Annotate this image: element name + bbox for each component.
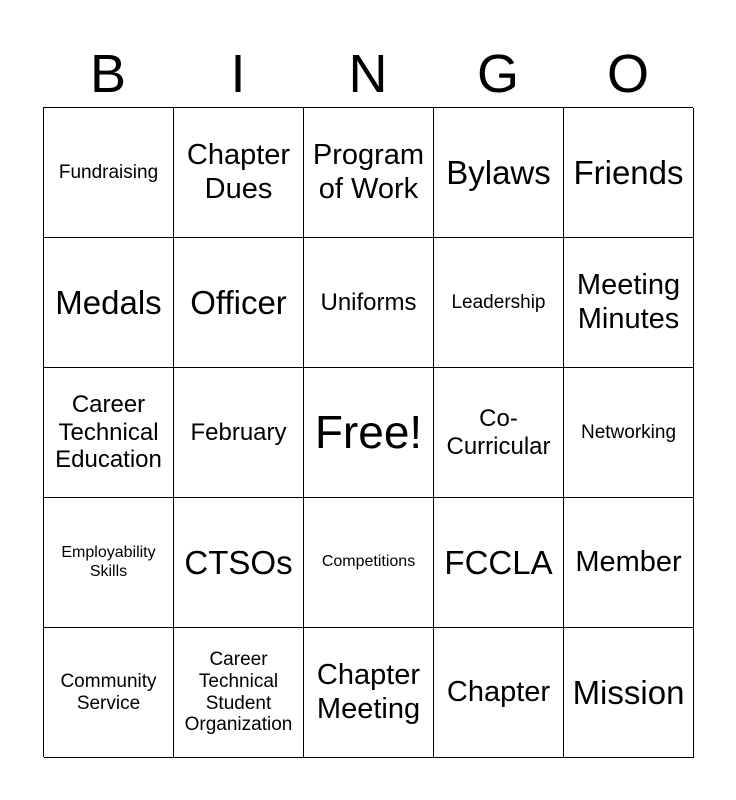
cell-text: Community Service [60,670,157,714]
bingo-cell[interactable] [304,108,434,238]
cell-text: Career Technical Student Organization [184,648,293,736]
bingo-cell[interactable] [564,628,694,758]
cell-text: Competitions [321,553,416,571]
cell-text: Medals [55,283,162,321]
cell-text: Uniforms [320,288,417,316]
bingo-cell[interactable] [564,108,694,238]
bingo-cell[interactable] [304,238,434,368]
header-letter-n: N [348,44,388,104]
bingo-cell[interactable] [44,238,174,368]
cell-text: Member [575,545,682,578]
cell-text: FCCLA [444,543,553,581]
bingo-cell[interactable] [564,368,694,498]
cell-text: CTSOs [184,543,293,581]
bingo-cell[interactable] [44,368,174,498]
cell-text: Mission [572,673,685,711]
bingo-cell[interactable] [44,498,174,628]
cell-text: Chapter Dues [186,139,291,205]
cell-text: Friends [573,153,684,191]
bingo-cell[interactable] [174,628,304,758]
free-space-cell[interactable] [304,368,434,498]
header-letter-o: O [606,44,649,104]
cell-text: Leadership [451,291,546,313]
bingo-cell[interactable] [174,108,304,238]
cell-text: Meeting Minutes [576,269,681,335]
bingo-cell[interactable] [564,238,694,368]
bingo-cell[interactable] [564,498,694,628]
bingo-cell[interactable] [434,498,564,628]
cell-text: Employability Skills [61,544,156,580]
bingo-cell[interactable] [434,238,564,368]
bingo-cell[interactable] [434,368,564,498]
cell-text: Chapter [446,675,551,708]
bingo-board [43,107,693,757]
cell-text: Officer [190,283,287,321]
bingo-cell[interactable] [174,368,304,498]
header-letter-g: G [476,44,519,104]
cell-text: Career Technical Education [55,391,162,474]
bingo-cell[interactable] [174,498,304,628]
cell-text: Chapter Meeting [316,659,421,725]
bingo-header [43,40,693,108]
cell-text: Free! [314,406,423,459]
cell-text: Networking [580,421,677,443]
bingo-cell[interactable] [434,628,564,758]
bingo-cell[interactable] [434,108,564,238]
cell-text: Program of Work [312,139,425,205]
header-letter-b: B [89,44,127,104]
cell-text: Bylaws [446,153,551,191]
bingo-cell[interactable] [44,628,174,758]
header-letter-i: I [230,44,246,104]
cell-text: Fundraising [58,161,159,183]
bingo-cell[interactable] [304,628,434,758]
bingo-cell[interactable] [44,108,174,238]
bingo-cell[interactable] [304,498,434,628]
cell-text: February [190,418,287,446]
bingo-cell[interactable] [174,238,304,368]
cell-text: Co-Curricular [446,404,551,460]
